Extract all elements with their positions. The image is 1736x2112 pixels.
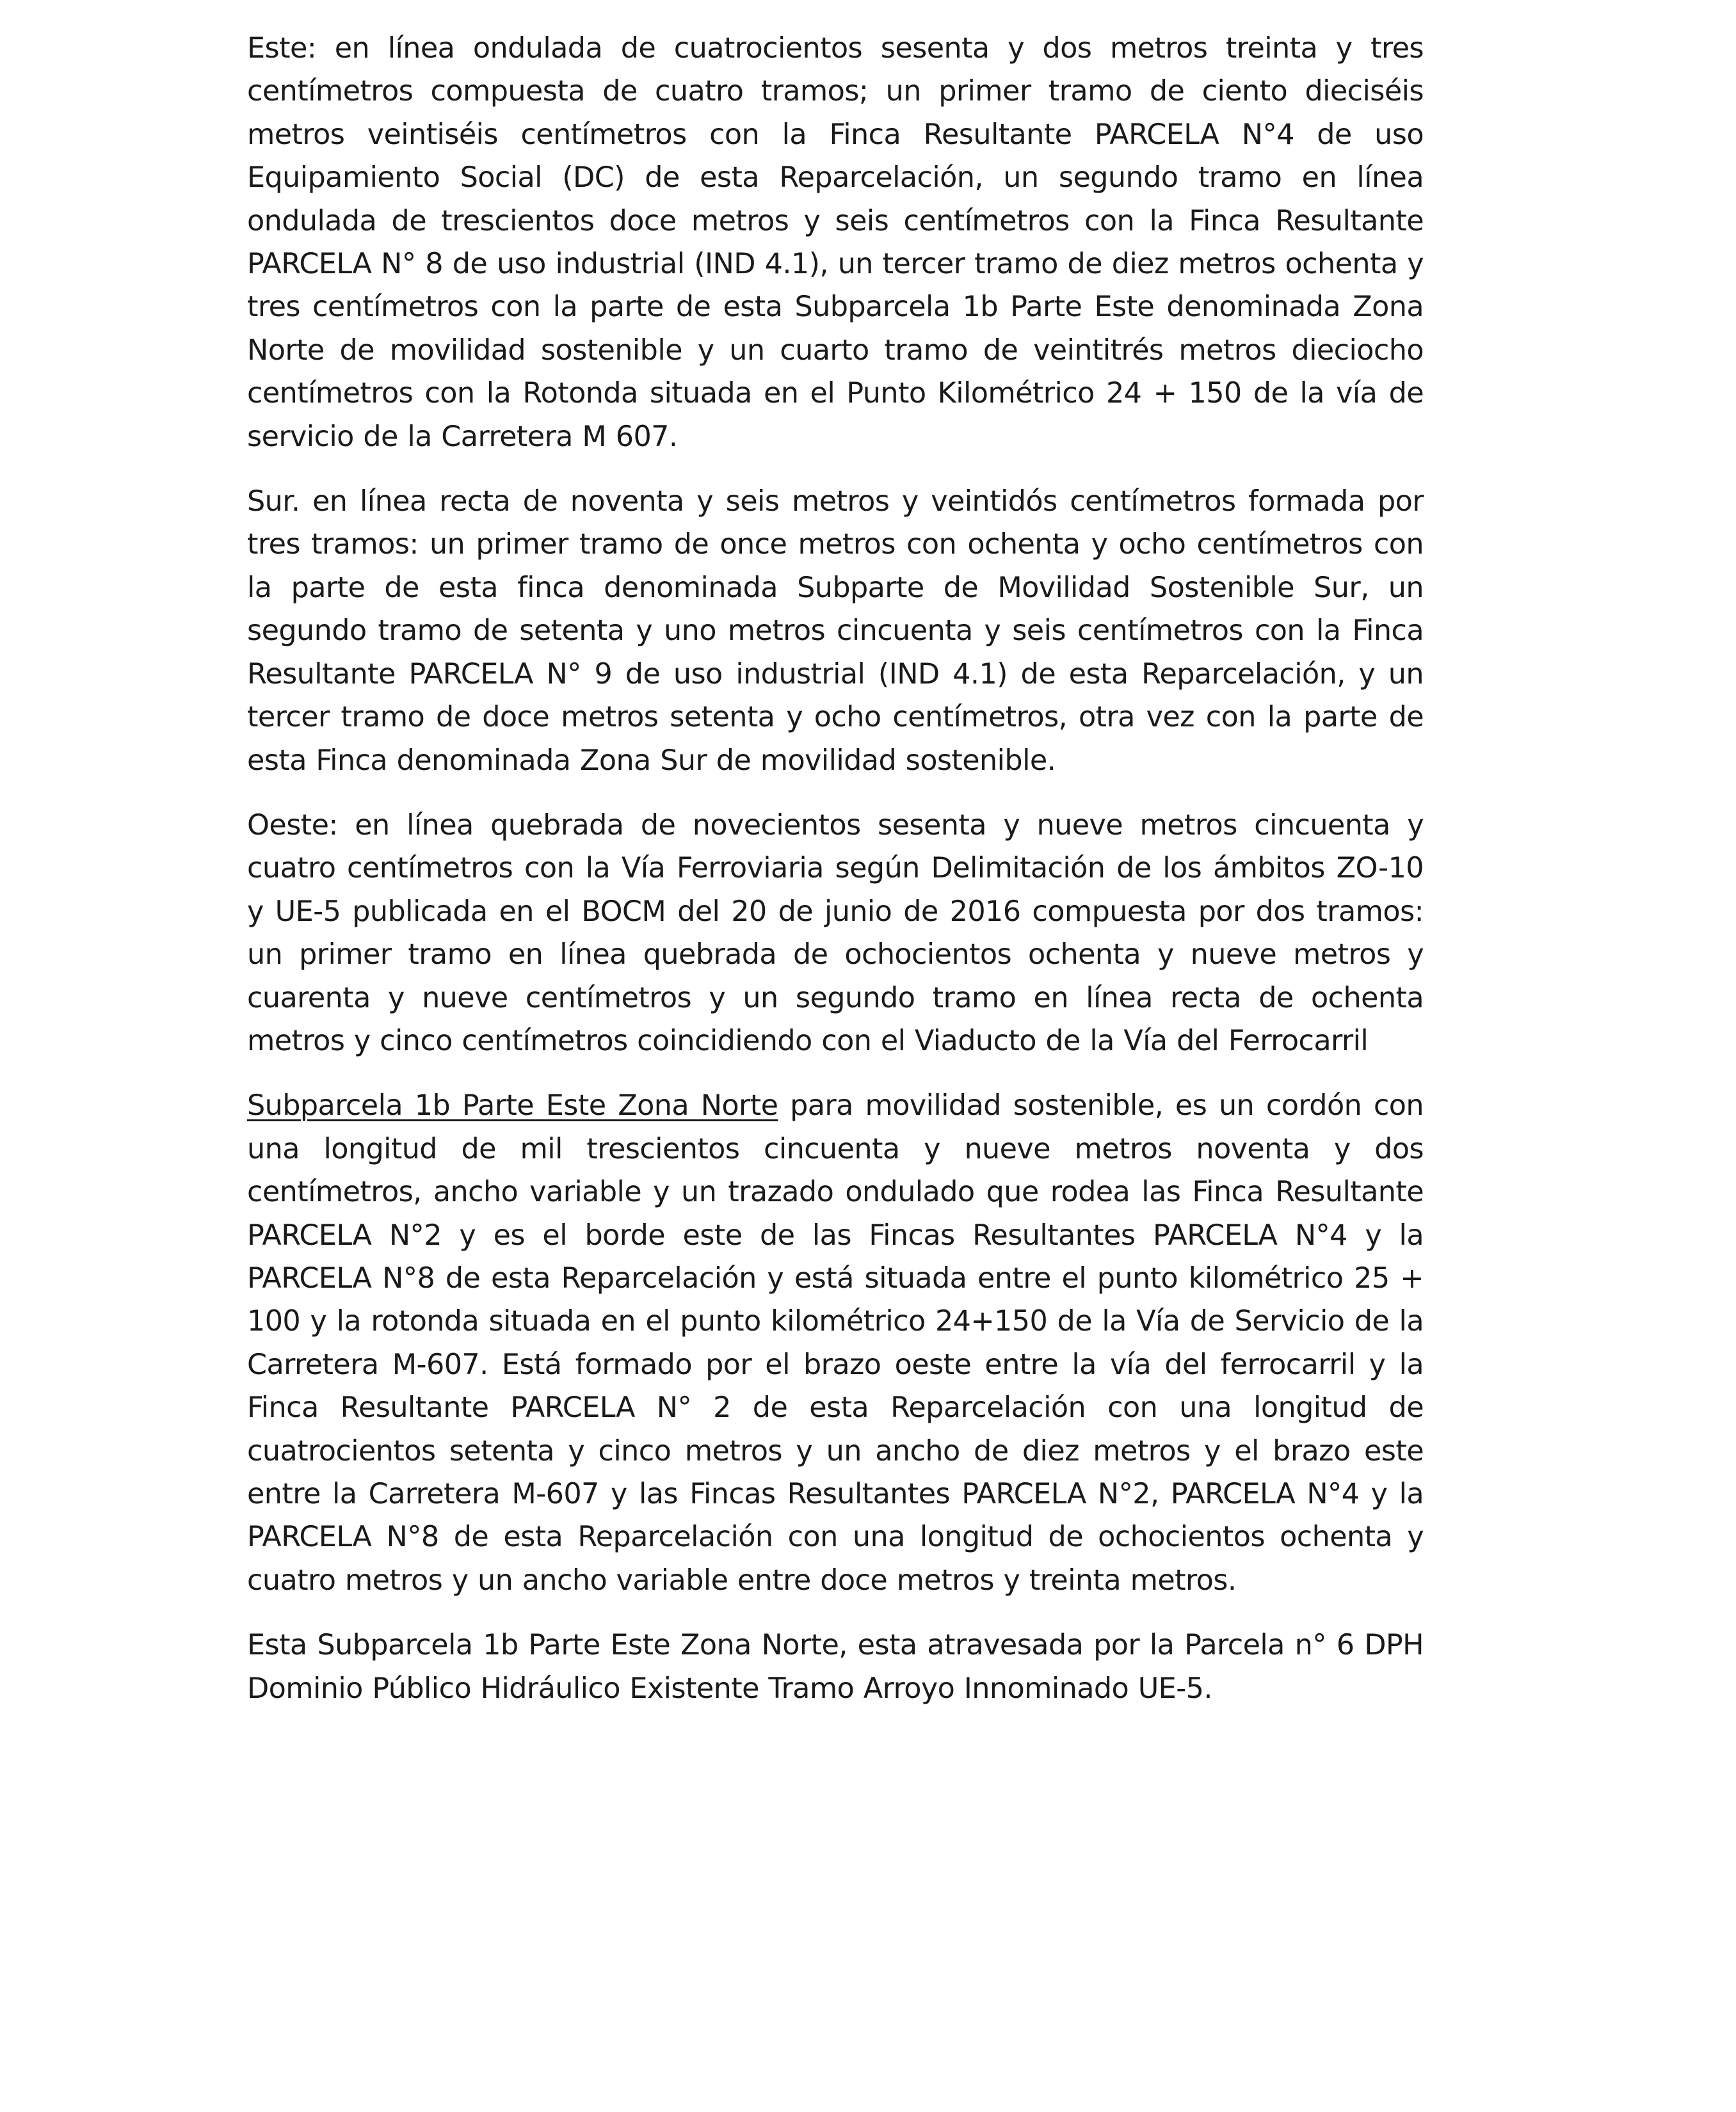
document-page [247,27,1424,1732]
paragraph-este-boundary: Este: en línea ondulada de cuatrocientos sesenta y dos metros treinta y tres centímetros compuesta de cuatro tramos; un primer tramo de ciento dieciséis metros veintiséis centímetros con la Finca Resultante PARCELA N°4 de uso Equipamiento Social (DC) de esta Reparcelación, un segundo tramo en línea ondulada de trescientos doce metros y seis centímetros con la Finca Resultante PARCELA N° 8 de uso industrial (IND 4.1), un tercer tramo de diez metros ochenta y tres centímetros con la parte de esta Subparcela 1b Parte Este denominada Zona Norte de movilidad sostenible y un cuarto tramo de veintitrés metros dieciocho centímetros con la Rotonda situada en el Punto Kilométrico 24 + 150 de la vía de servicio de la Carretera M 607. [247,32,1424,453]
subparcela-body: para movilidad sostenible, es un cordón con una longitud de mil trescientos cincuenta y nueve metros noventa y dos centímetros, ancho variable y un trazado ondulado que rodea las Finca Resultante PARCELA N°2 y es el borde este de las Fincas Resultantes PARCELA N°4 y la PARCELA N°8 de esta Reparcelación y está situada entre el punto kilométrico 25 + 100 y la rotonda situada en el punto kilométrico 24+150 de la Vía de Servicio de la Carretera M-607. Está formado por el brazo oeste entre la vía del ferrocarril y la Finca Resultante PARCELA N° 2 de esta Reparcelación con una longitud de cuatrocientos setenta y cinco metros y un ancho de diez metros y el brazo este entre la Carretera M-607 y las Fincas Resultantes PARCELA N°2, PARCELA N°4 y la PARCELA N°8 de esta Reparcelación con una longitud de ochocientos ochenta y cuatro metros y un ancho variable entre doce metros y treinta metros. [247,1089,1424,1597]
subparcela-heading: Subparcela 1b Parte Este Zona Norte [247,1089,778,1123]
paragraph-subparcela-description [247,1084,1424,1602]
paragraph-sur-boundary: Sur. en línea recta de noventa y seis metros y veintidós centímetros formada por tres tramos: un primer tramo de once metros con ochenta y ocho centímetros con la parte de esta finca denominada Subparte de Movilidad Sostenible Sur, un segundo tramo de setenta y uno metros cincuenta y seis centímetros con la Finca Resultante PARCELA N° 9 de uso industrial (IND 4.1) de esta Reparcelación, y un tercer tramo de doce metros setenta y ocho centímetros, otra vez con la parte de esta Finca denominada Zona Sur de movilidad sostenible. [247,485,1424,777]
paragraph-oeste-boundary: Oeste: en línea quebrada de novecientos sesenta y nueve metros cincuenta y cuatro centímetros con la Vía Ferroviaria según Delimitación de los ámbitos ZO-10 y UE-5 publicada en el BOCM del 20 de junio de 2016 compuesta por dos tramos: un primer tramo en línea quebrada de ochocientos ochenta y nueve metros y cuarenta y nueve centímetros y un segundo tramo en línea recta de ochenta metros y cinco centímetros coincidiendo con el Viaducto de la Vía del Ferrocarril [247,808,1424,1057]
paragraph-dph-crossing: Esta Subparcela 1b Parte Este Zona Norte, esta atravesada por la Parcela n° 6 DPH Dominio Público Hidráulico Existente Tramo Arroyo Innominado UE-5. [247,1629,1424,1705]
